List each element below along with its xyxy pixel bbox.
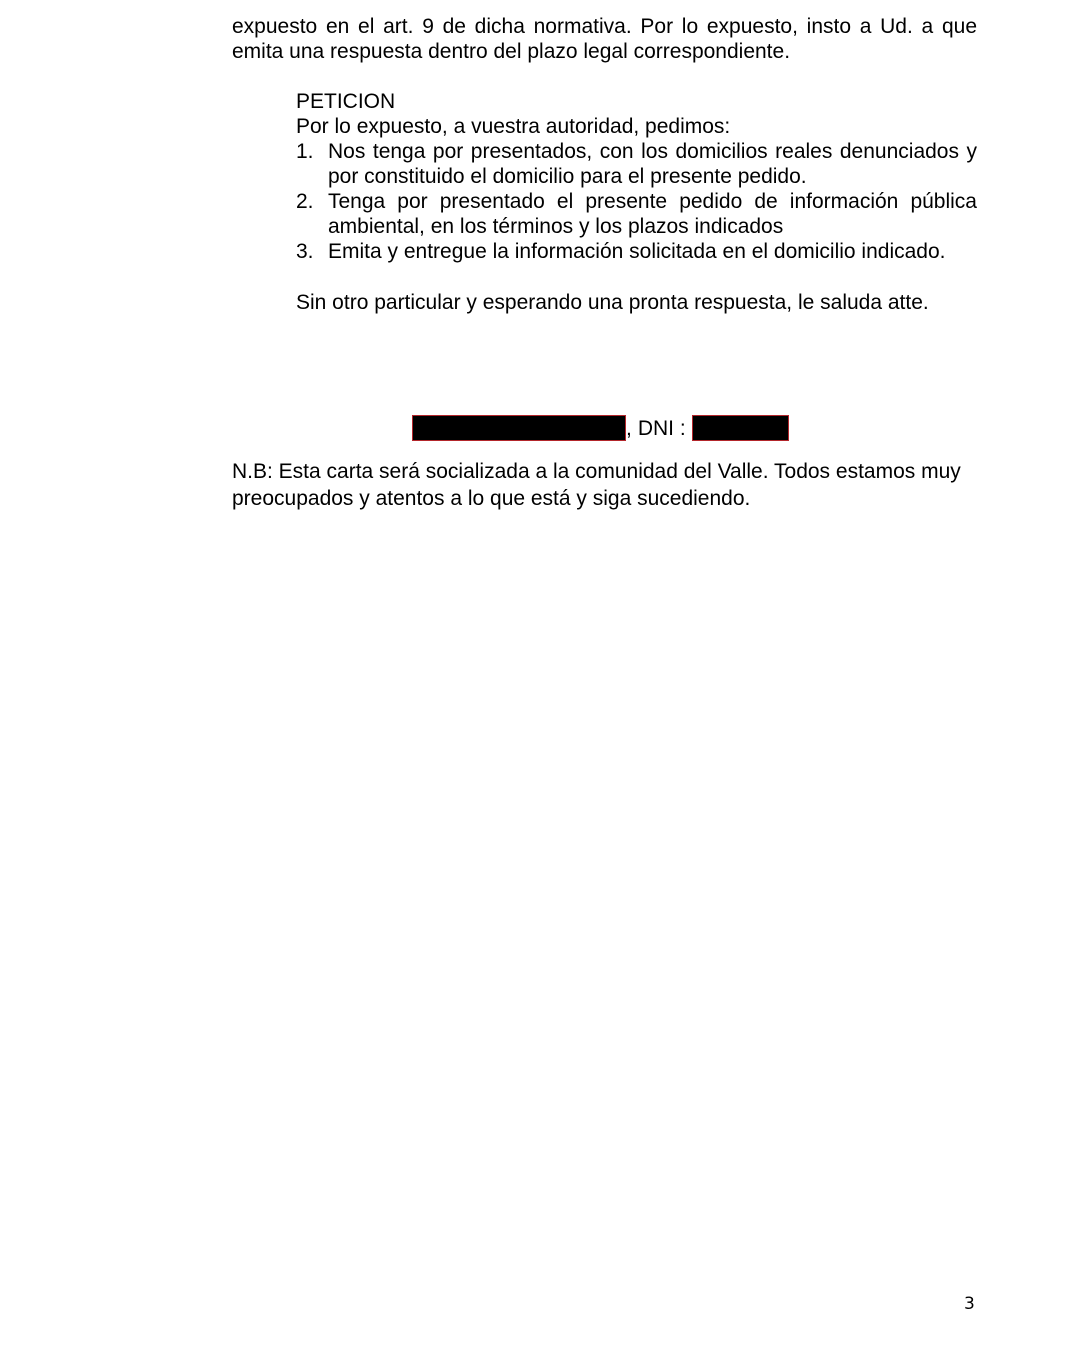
- intro-paragraph: expuesto en el art. 9 de dicha normativa. Por lo expuesto, insto a Ud. a que emita una respuesta dentro del plazo legal correspondiente.: [232, 15, 977, 63]
- petition-item-number: 1.: [296, 140, 314, 163]
- petition-list: [296, 139, 977, 264]
- petition-item-text: Nos tenga por presentados, con los domicilios reales denunciados y por constituido el domicilio para el presente pedido.: [328, 140, 977, 188]
- signature-separator: ,: [626, 416, 632, 440]
- note-paragraph: N.B: Esta carta será socializada a la comunidad del Valle. Todos estamos muy preocupados y atentos a lo que está y siga sucediendo.: [232, 460, 961, 510]
- petition-item-number: 3.: [296, 240, 314, 263]
- petition-section: [296, 89, 977, 264]
- dni-label: DNI :: [637, 416, 686, 440]
- petition-item: [296, 139, 977, 189]
- petition-item: [296, 239, 977, 264]
- petition-item-text: Tenga por presentado el presente pedido de información pública ambiental, en los términos y los plazos indicados: [328, 190, 977, 238]
- petition-lead: Por lo expuesto, a vuestra autoridad, pedimos:: [296, 115, 731, 138]
- signature-line: [412, 415, 789, 441]
- petition-item-number: 2.: [296, 190, 314, 213]
- redacted-name-block: [412, 415, 626, 441]
- closing-line: Sin otro particular y esperando una pronta respuesta, le saluda atte.: [296, 291, 929, 314]
- petition-item: [296, 189, 977, 239]
- page-number: 3: [964, 1294, 975, 1314]
- petition-item-text: Emita y entregue la información solicitada en el domicilio indicado.: [328, 240, 946, 263]
- petition-heading: PETICION: [296, 90, 396, 113]
- redacted-dni-block: [692, 415, 789, 441]
